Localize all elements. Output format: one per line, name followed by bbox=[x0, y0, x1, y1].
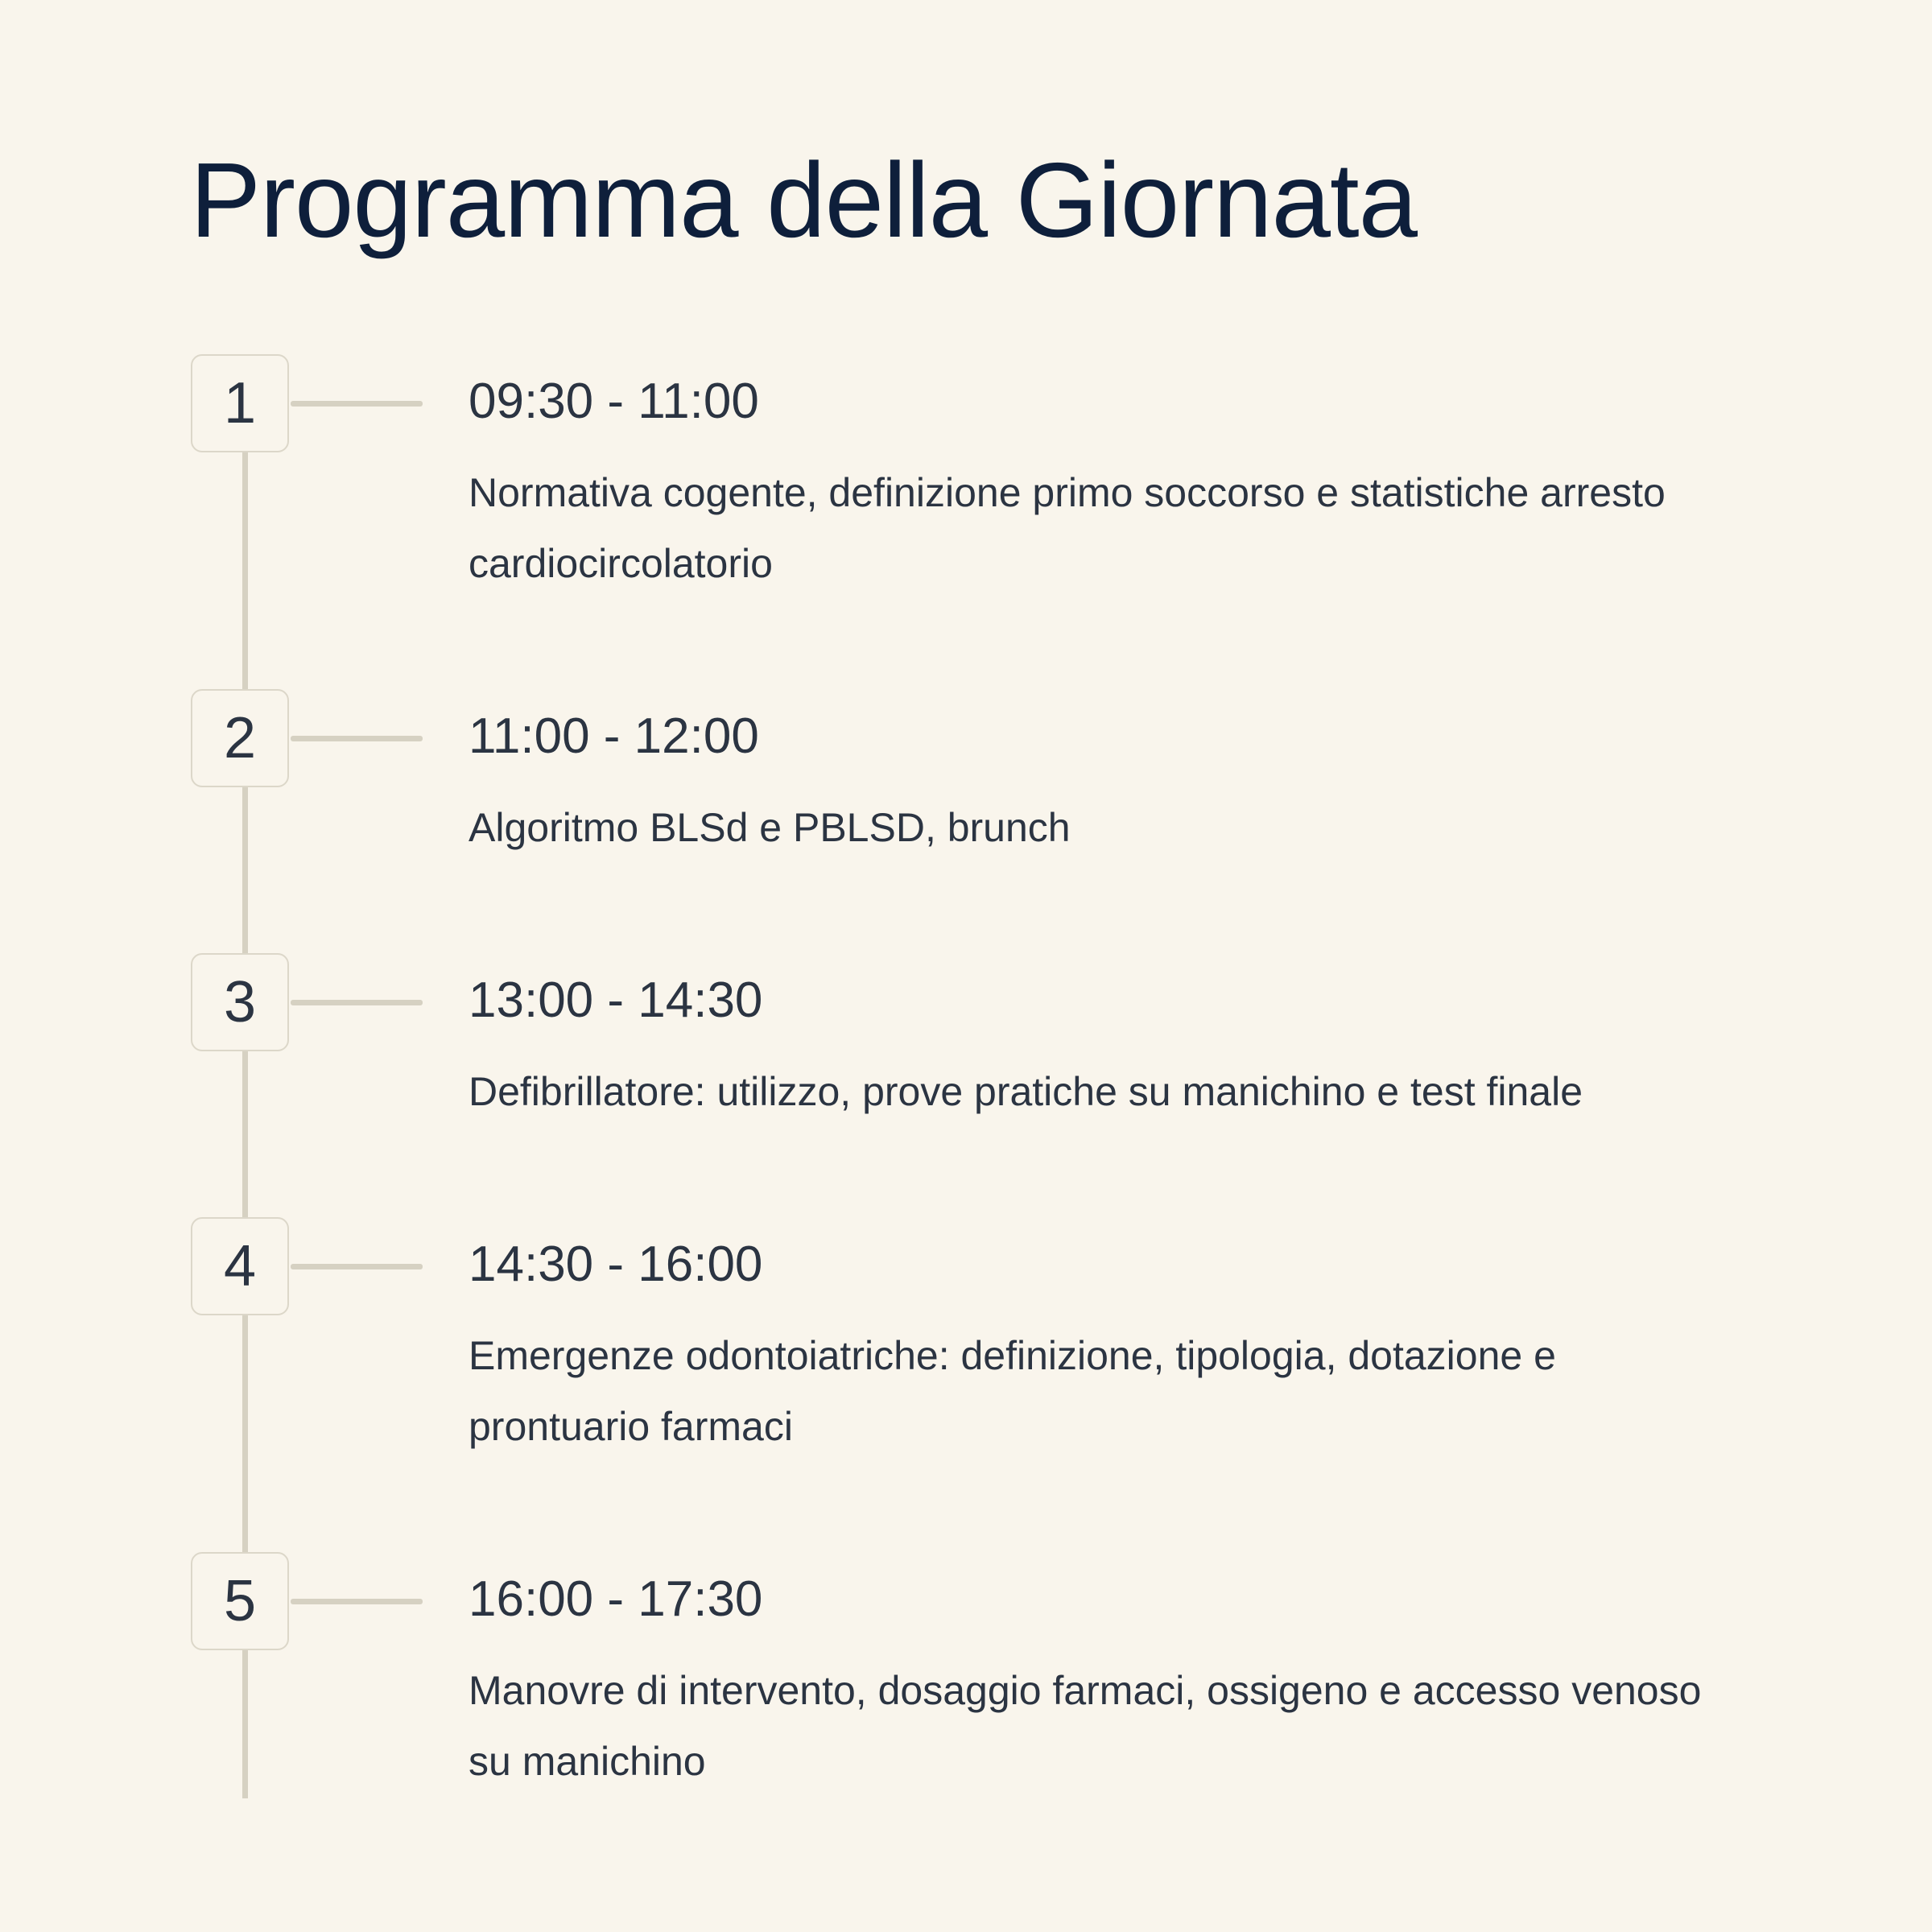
timeline-connector bbox=[242, 1314, 248, 1554]
session-description: Normativa cogente, definizione primo soccorso e statistiche arresto cardiocircolatorio bbox=[469, 470, 1666, 586]
timeline-connector bbox=[242, 451, 248, 691]
page-title: Programma della Giornata bbox=[190, 141, 1418, 259]
step-number: 2 bbox=[191, 689, 289, 787]
session-description: Manovre di intervento, dosaggio farmaci, ossigeno e accesso venoso su manichino bbox=[469, 1668, 1702, 1784]
time-range: 14:30 - 16:00 bbox=[469, 1236, 763, 1292]
time-range: 16:00 - 17:30 bbox=[469, 1571, 763, 1627]
time-range: 11:00 - 12:00 bbox=[469, 708, 759, 764]
timeline-connector bbox=[242, 1050, 248, 1217]
time-range: 09:30 - 11:00 bbox=[469, 374, 759, 429]
step-connector bbox=[291, 736, 423, 741]
step-connector bbox=[291, 1000, 423, 1005]
step-number: 5 bbox=[191, 1552, 289, 1650]
session-description: Algoritmo BLSd e PBLSD, brunch bbox=[469, 805, 1071, 850]
step-number: 4 bbox=[191, 1217, 289, 1315]
session-description: Defibrillatore: utilizzo, prove pratiche su manichino e test finale bbox=[469, 1069, 1583, 1114]
timeline-connector bbox=[242, 786, 248, 953]
step-number: 1 bbox=[191, 354, 289, 452]
timeline-connector bbox=[242, 1650, 248, 1798]
time-range: 13:00 - 14:30 bbox=[469, 972, 763, 1028]
step-number: 3 bbox=[191, 953, 289, 1051]
step-connector bbox=[291, 1599, 423, 1604]
session-description: Emergenze odontoiatriche: definizione, tipologia, dotazione e prontuario farmaci bbox=[469, 1333, 1556, 1449]
step-connector bbox=[291, 401, 423, 407]
step-connector bbox=[291, 1264, 423, 1269]
